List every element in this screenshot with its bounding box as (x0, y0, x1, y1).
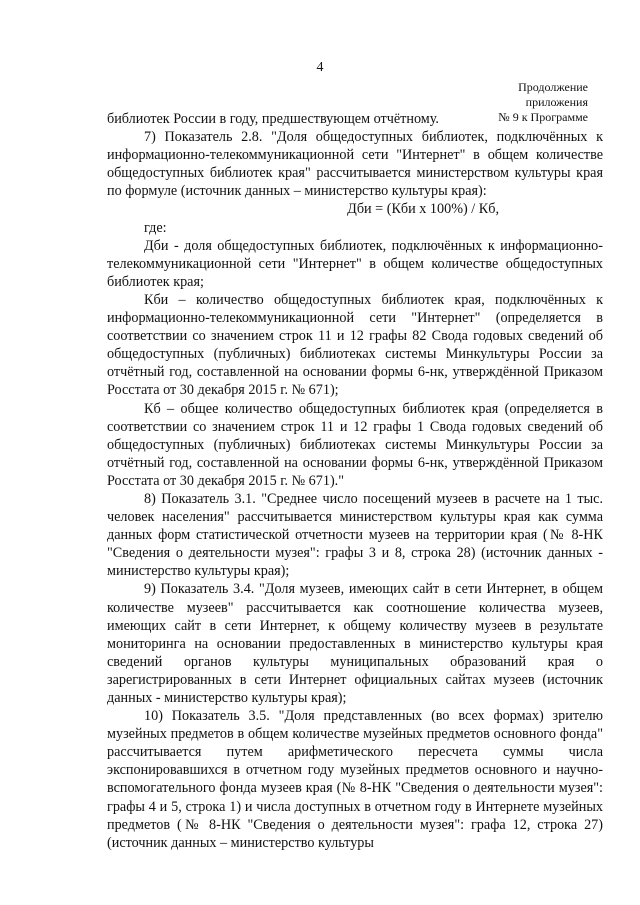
paragraph-indicator-3-4: 9) Показатель 3.4. "Доля музеев, имеющих сайт в сети Интернет, в общем количестве музеев" рассчитывается как соотношение количества музеев, имеющих сайт в сети Интернет, к общему количеству музеев в результате мониторинга на основании предоставленных в министерство культуры края сведений органов культуры муниципальных образований края о зарегистрированных в сети Интернет официальных сайтах музеев (источник данных - министерство культуры края); (107, 581, 603, 706)
paragraph-indicator-2-8: 7) Показатель 2.8. "Доля общедоступных библиотек, подключённых к информационно-телекоммуникационной сети "Интернет" в общем количестве общедоступных библиотек края" рассчитывается министерством культуры края по формуле (источник данных – министерство культуры края): (107, 129, 603, 200)
paragraph-indicator-3-1: 8) Показатель 3.1. "Среднее число посещений музеев в расчете на 1 тыс. человек населения" рассчитывается министерством культуры края как сумма данных форм статистической отчетности музеев на территории края (№ 8-НК "Сведения о деятельности музея": графы 3 и 8, строка 28) (источник данных - министерство культуры края); (107, 490, 603, 580)
appendix-note-line-1: Продолжение приложения (518, 80, 588, 109)
where-label: где: (144, 219, 167, 236)
definition-dbi: Дби - доля общедоступных библиотек, подключённых к информационно-телекоммуникационной сети "Интернет" в общем количестве общедоступных библиотек края; (107, 237, 603, 290)
appendix-note-line-2: № 9 к Программе (498, 110, 588, 124)
definition-kbi: Кби – количество общедоступных библиотек края, подключённых к информационно-телекоммуникационной сети "Интернет" (определяется в соответствии со значением строк 11 и 12 графы 82 Свода годовых сведений об общедоступных (публичных) библиотеках системы Минкультуры России за отчётный год, составленной на основании формы 6-нк, утверждённой Приказом Росстата от 30 декабря 2015 г. № 671); (107, 291, 603, 399)
paragraph-indicator-3-5: 10) Показатель 3.5. "Доля представленных (во всех формах) зрителю музейных предметов в общем количестве музейных предметов основного фонда" рассчитывается путем арифметического пересчета суммы числа экспонировавшихся в отчетном году музейных предметов основного и научно-вспомогательного фонда музеев края (№ 8-НК "Сведения о деятельности музея": графы 4 и 5, строка 1) и числа доступных в отчетном году в Интернете музейных предметов (№ 8-НК "Сведения о деятельности музея": графа 12, строка 27) (источник данных – министерство культуры (107, 708, 603, 851)
continued-paragraph: библиотек России в году, предшествующем отчётному. (107, 111, 439, 127)
page-number: 4 (316, 60, 324, 75)
definition-kb: Кб – общее количество общедоступных библиотек края (определяется в соответствии со значением строк 11 и 12 графы 1 Свода годовых сведений об общедоступных (публичных) библиотеках системы Минкультуры России за отчётный год, составленной на основании формы 6-нк, утверждённой Приказом Росстата от 30 декабря 2015 г. № 671)." (107, 400, 603, 489)
formula: Дби = (Кби х 100%) / Кб, (347, 201, 499, 218)
document-body (107, 110, 603, 852)
